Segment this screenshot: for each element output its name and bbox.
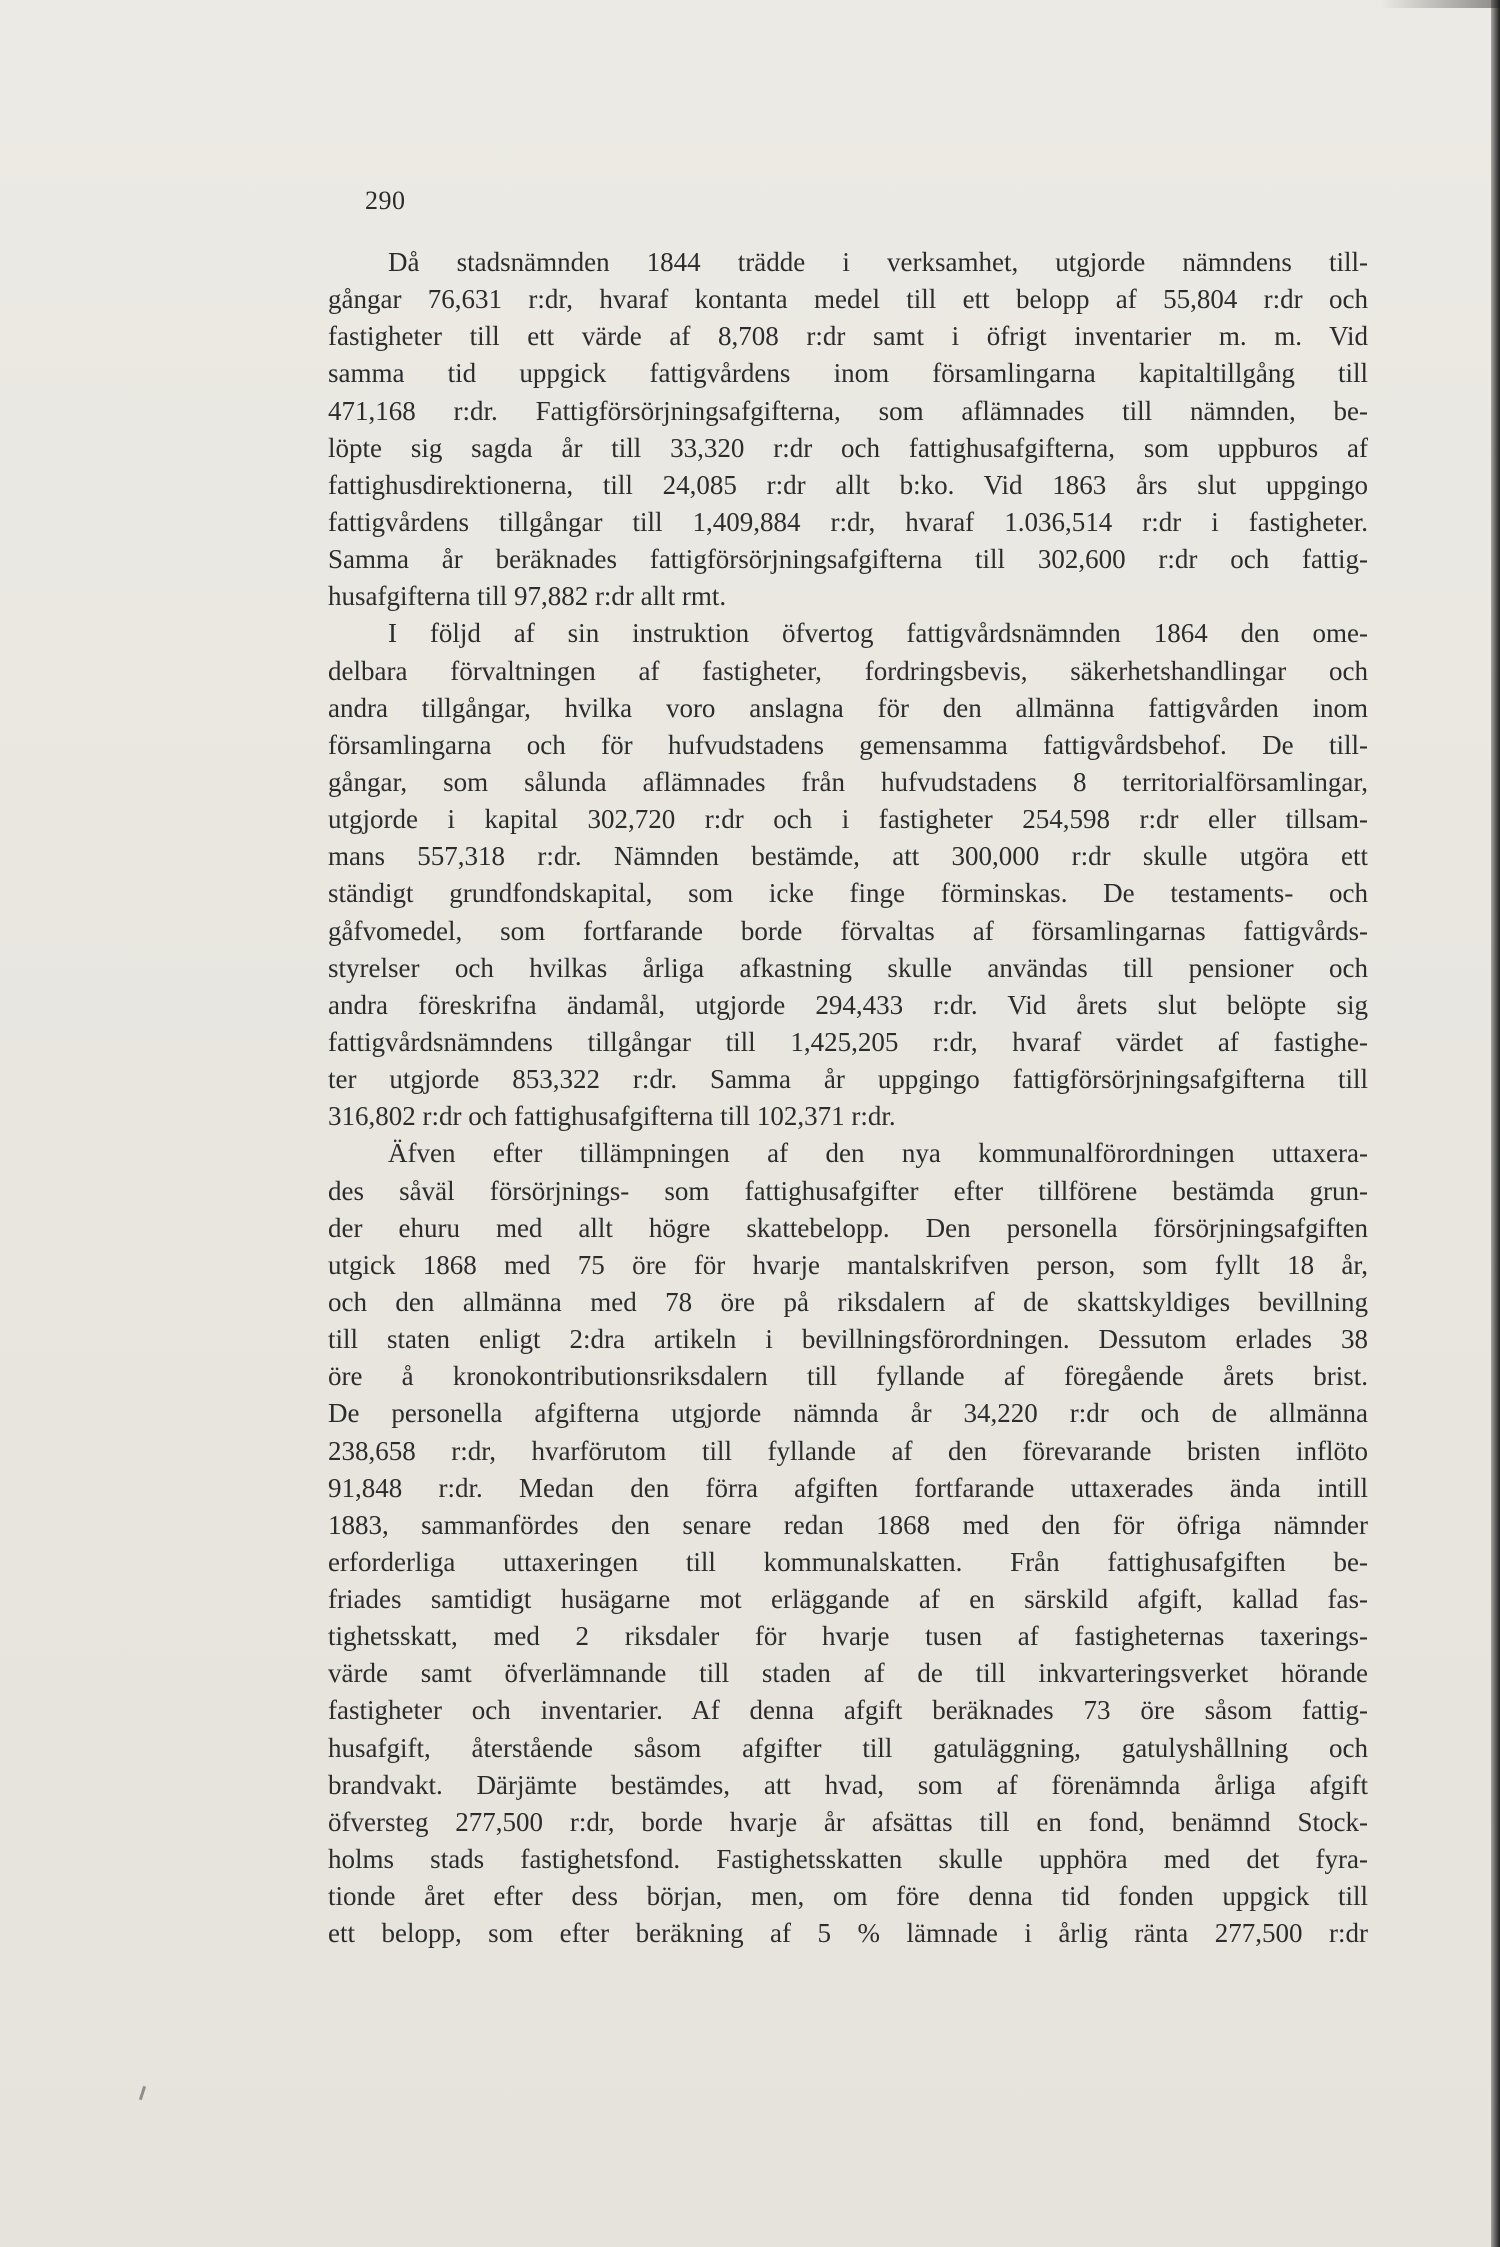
body-text <box>328 244 1368 1952</box>
text-line: fastigheter och inventarier. Af denna afgift beräknades 73 öre såsom fattig- <box>328 1695 1368 1726</box>
text-line: ständigt grundfondskapital, som icke finge förminskas. De testaments- och <box>328 878 1368 909</box>
text-line: der ehuru med allt högre skattebelopp. Den personella försörjningsafgiften <box>328 1212 1368 1243</box>
text-line: holms stads fastighetsfond. Fastighetsskatten skulle upphöra med det fyra- <box>328 1844 1368 1875</box>
text-line: och den allmänna med 78 öre på riksdalern af de skattskyldiges bevillning <box>328 1286 1368 1317</box>
text-line: Äfven efter tillämpningen af den nya kommunalförordningen uttaxera- <box>388 1138 1368 1169</box>
page-number: 290 <box>365 186 406 215</box>
text-line: fattigvårdens tillgångar till 1,409,884 r:dr, hvaraf 1.036,514 r:dr i fastigheter. <box>328 506 1368 537</box>
text-line: De personella afgifterna utgjorde nämnda år 34,220 r:dr och de allmänna <box>328 1398 1368 1429</box>
text-line: Samma år beräknades fattigförsörjningsafgifterna till 302,600 r:dr och fattig- <box>328 544 1368 575</box>
text-line: öfversteg 277,500 r:dr, borde hvarje år afsättas till en fond, benämnd Stock- <box>328 1806 1368 1837</box>
text-line: husafgift, återstående såsom afgifter till gatuläggning, gatulyshållning och <box>328 1732 1368 1763</box>
text-line: styrelser och hvilkas årliga afkastning skulle användas till pensioner och <box>328 952 1368 983</box>
text-line: friades samtidigt husägarne mot erläggande af en särskild afgift, kallad fas- <box>328 1584 1368 1615</box>
text-line: utgjorde i kapital 302,720 r:dr och i fastigheter 254,598 r:dr eller tillsam- <box>328 804 1368 835</box>
text-line: ett belopp, som efter beräkning af 5 % lämnade i årlig ränta 277,500 r:dr <box>328 1918 1368 1949</box>
text-line: andra tillgångar, hvilka voro anslagna för den allmänna fattigvården inom <box>328 692 1368 723</box>
text-line: värde samt öfverlämnande till staden af de till inkvarteringsverket hörande <box>328 1658 1368 1689</box>
paper-speck-mark <box>139 2086 146 2100</box>
text-line: gåfvomedel, som fortfarande borde förvaltas af församlingarnas fattigvårds- <box>328 915 1368 946</box>
text-line: husafgifterna till 97,882 r:dr allt rmt. <box>328 581 727 612</box>
text-line: 1883, sammanfördes den senare redan 1868 med den för öfriga nämnder <box>328 1509 1368 1540</box>
text-line: gångar, som sålunda aflämnades från hufvudstadens 8 territorialförsamlingar, <box>328 766 1368 797</box>
text-line: 238,658 r:dr, hvarförutom till fyllande af den förevarande bristen inflöto <box>328 1435 1368 1466</box>
text-line: församlingarna och för hufvudstadens gemensamma fattigvårdsbehof. De till- <box>328 729 1368 760</box>
text-line: tighetsskatt, med 2 riksdaler för hvarje tusen af fastigheternas taxerings- <box>328 1621 1368 1652</box>
text-line: 316,802 r:dr och fattighusafgifterna till 102,371 r:dr. <box>328 1101 896 1132</box>
page-edge-shadow-right <box>1491 0 1500 2247</box>
text-line: öre å kronokontributionsriksdalern till fyllande af föregående årets brist. <box>328 1361 1368 1392</box>
page-edge-shadow-top <box>1380 0 1500 8</box>
text-line: fattigvårdsnämndens tillgångar till 1,425,205 r:dr, hvaraf värdet af fastighe- <box>328 1026 1368 1057</box>
text-line: ter utgjorde 853,322 r:dr. Samma år uppgingo fattigförsörjningsafgifterna till <box>328 1064 1368 1095</box>
text-line: andra föreskrifna ändamål, utgjorde 294,433 r:dr. Vid årets slut belöpte sig <box>328 989 1368 1020</box>
text-line: fastigheter till ett värde af 8,708 r:dr samt i öfrigt inventarier m. m. Vid <box>328 321 1368 352</box>
text-line: fattighusdirektionerna, till 24,085 r:dr allt b:ko. Vid 1863 års slut uppgingo <box>328 469 1368 500</box>
text-line: 91,848 r:dr. Medan den förra afgiften fortfarande uttaxerades ända intill <box>328 1472 1368 1503</box>
text-line: samma tid uppgick fattigvårdens inom församlingarna kapitaltillgång till <box>328 358 1368 389</box>
text-line: 471,168 r:dr. Fattigförsörjningsafgifterna, som aflämnades till nämnden, be- <box>328 395 1368 426</box>
text-line: brandvakt. Därjämte bestämdes, att hvad, som af förenämnda årliga afgift <box>328 1769 1368 1800</box>
text-line: löpte sig sagda år till 33,320 r:dr och fattighusafgifterna, som uppburos af <box>328 432 1368 463</box>
text-line: mans 557,318 r:dr. Nämnden bestämde, att 300,000 r:dr skulle utgöra ett <box>328 841 1368 872</box>
text-line: delbara förvaltningen af fastigheter, fordringsbevis, säkerhetshandlingar och <box>328 655 1368 686</box>
text-line: tionde året efter dess början, men, om före denna tid fonden uppgick till <box>328 1881 1368 1912</box>
text-line: till staten enligt 2:dra artikeln i bevillningsförordningen. Dessutom erlades 38 <box>328 1324 1368 1355</box>
text-line: I följd af sin instruktion öfvertog fattigvårdsnämnden 1864 den ome- <box>388 618 1368 649</box>
text-line: erforderliga uttaxeringen till kommunalskatten. Från fattighusafgiften be- <box>328 1546 1368 1577</box>
text-line: gångar 76,631 r:dr, hvaraf kontanta medel till ett belopp af 55,804 r:dr och <box>328 284 1368 315</box>
text-line: Då stadsnämnden 1844 trädde i verksamhet, utgjorde nämndens till- <box>388 247 1368 277</box>
text-line: utgick 1868 med 75 öre för hvarje mantalskrifven person, som fyllt 18 år, <box>328 1249 1368 1280</box>
text-line: des såväl försörjnings- som fattighusafgifter efter tillförene bestämda grun- <box>328 1175 1368 1206</box>
